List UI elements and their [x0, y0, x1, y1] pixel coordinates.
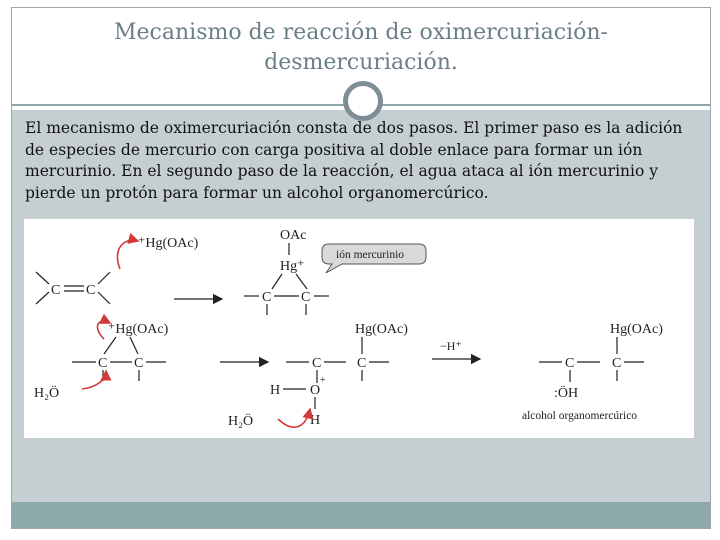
alkene-carbon-2: C	[86, 283, 96, 298]
bond	[98, 272, 110, 284]
row2-carbon-1: C	[98, 356, 108, 371]
row2-carbon-2: C	[134, 356, 144, 371]
slide-title-line-2: desmercuriación.	[264, 50, 458, 75]
minus-proton-label: −H⁺	[440, 339, 462, 353]
row2-mid-carbon-1: C	[312, 356, 322, 371]
curved-arrow-4	[278, 409, 310, 427]
row2-mid-carbon-2: C	[357, 356, 367, 371]
reaction-mechanism-figure	[24, 219, 694, 438]
bond	[104, 337, 116, 354]
row2-product-carbon-1: C	[565, 356, 575, 371]
row2-product-oh: :ÖH	[554, 386, 579, 401]
reagent-hg-oac-1: ⁺Hg(OAc)	[138, 236, 199, 251]
label-product: alcohol organomercúrico	[522, 410, 638, 422]
body-paragraph: El mecanismo de oximercuriación consta de dos pasos. El primer paso es la adición de especies de mercurio con carga positiva al doble enlace para formar un ión mercurinio. En el segundo paso de la reacción, el agua ataca al ión mercurinio y pierde un protón para formar un alcohol organomercúrico.	[25, 119, 683, 202]
label-mercurinium: ión mercurinio	[336, 249, 405, 261]
row2-product-carbon-2: C	[612, 356, 622, 371]
row2-product-hg-oac: Hg(OAc)	[610, 322, 663, 337]
slide-title-line-1: Mecanismo de reacción de oximercuriación-	[114, 20, 608, 45]
bond	[36, 272, 49, 284]
slide	[11, 7, 711, 529]
bridge-hg: Hg⁺	[280, 259, 305, 274]
bond	[272, 274, 282, 289]
step1-carbon-1: C	[262, 290, 272, 305]
row2-mid-h: H	[270, 383, 281, 398]
bond	[98, 292, 110, 304]
step1-carbon-2: C	[301, 290, 311, 305]
row2-hg-oac-reactant: ⁺Hg(OAc)	[108, 322, 169, 337]
row2-water-1: H₂Ö	[34, 386, 60, 401]
row2-mid-o-h: H	[310, 413, 321, 428]
divider-circle-ornament	[343, 81, 383, 121]
curved-arrow-1	[117, 240, 138, 269]
footer-bar	[12, 502, 710, 528]
bond	[296, 274, 307, 289]
bond	[130, 337, 138, 354]
bridge-oac: OAc	[280, 228, 307, 243]
alkene-carbon-1: C	[51, 283, 61, 298]
row2-water-2: H₂Ö	[228, 414, 254, 429]
row2-mid-o: O	[310, 383, 321, 398]
plus-charge: +	[320, 375, 326, 386]
row2-mid-hg-oac: Hg(OAc)	[355, 322, 408, 337]
slide-title	[12, 18, 710, 78]
bond	[36, 292, 49, 304]
